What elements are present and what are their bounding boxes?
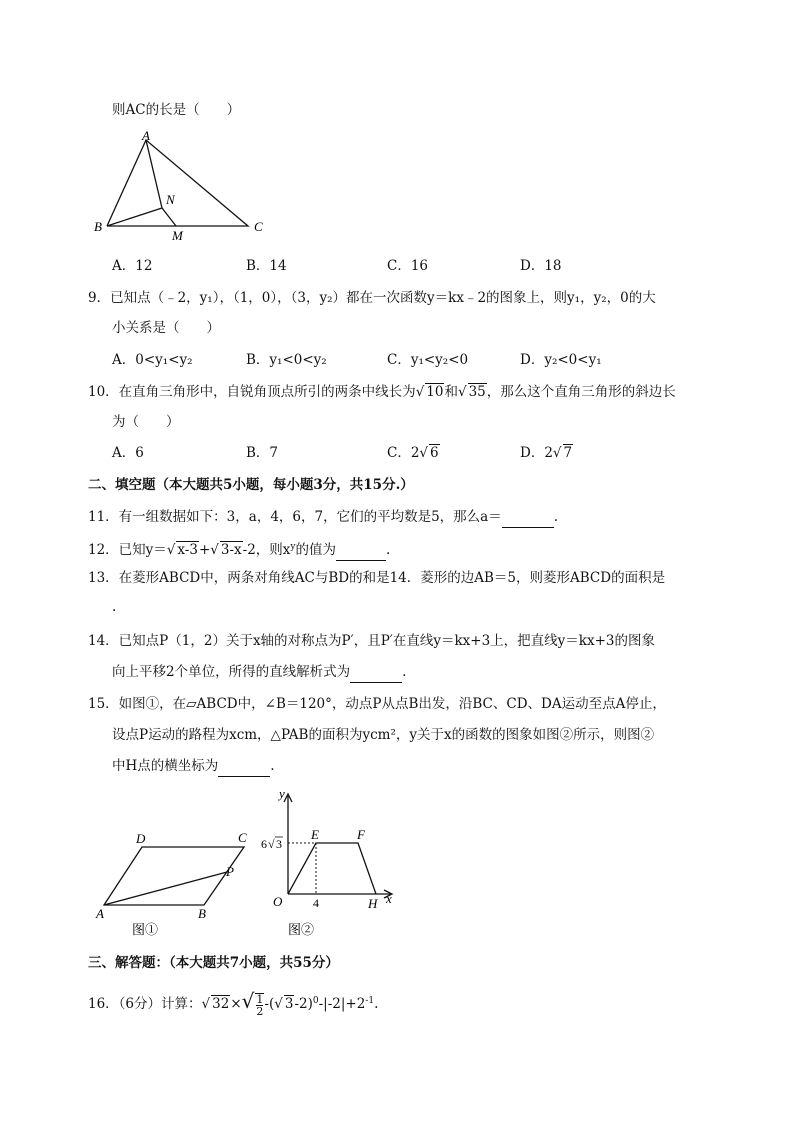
q10-radicand-2: 35 — [468, 384, 486, 400]
q16-radicand-3: 3 — [284, 996, 294, 1012]
q12-tail: -2，则x — [242, 542, 291, 558]
fig2-tick-4: 4 — [313, 896, 319, 910]
figure-2-graph — [258, 786, 408, 940]
sqrt-symbol: √ — [268, 837, 275, 851]
sqrt-symbol: √ — [274, 996, 283, 1012]
q10-prefix: 10．在直角三角形中，自锐角顶点所引的两条中线长为 — [88, 384, 416, 400]
q12 — [88, 537, 390, 561]
q12-radicand-2: 3-x — [220, 542, 242, 558]
fig2-ylabel-coef: 6 — [261, 837, 267, 851]
fig2-label-O: O — [273, 894, 283, 909]
fig1-label-C: C — [238, 830, 247, 845]
q8-label-M: M — [172, 228, 183, 243]
q16-abs-term: -|-2|+2 — [318, 996, 366, 1012]
q10-radicand-1: 10 — [426, 384, 444, 400]
q9-option-d: D．y₂<0<y₁ — [520, 352, 602, 368]
q16-exponent-neg1: -1 — [365, 996, 375, 1006]
q10-option-b: B．7 — [246, 445, 279, 461]
fig2-label-x: x — [386, 891, 392, 906]
sqrt-symbol: √ — [552, 445, 562, 461]
section-2-heading: 二、填空题（本大题共5小题，每小题3分，共15分.） — [88, 477, 414, 493]
q10-option-d — [520, 443, 573, 463]
q14-line2-text: 向上平移2个单位，所得的直线解析式为 — [112, 664, 351, 680]
q9-option-c: C．y₁<y₂<0 — [387, 352, 469, 368]
fig2-caption: 图② — [288, 922, 315, 937]
q11-end: . — [553, 509, 559, 525]
q10-line1 — [88, 382, 676, 402]
q8-label-N: N — [166, 192, 175, 207]
fig2-label-H: H — [368, 896, 378, 911]
q15-line3-text: 中H点的横坐标为 — [112, 758, 219, 774]
sqrt-symbol: √ — [210, 542, 219, 558]
q11 — [88, 507, 558, 528]
q8-option-d: D．18 — [520, 258, 562, 274]
q8-tail: 则AC的长是（ ） — [112, 102, 241, 118]
sqrt-symbol: √ — [166, 542, 176, 558]
sqrt-symbol: √ — [419, 445, 429, 461]
q10-suffix: ，那么这个直角三角形的斜边长 — [486, 384, 676, 400]
sqrt-symbol: √ — [241, 989, 255, 1013]
fig2-label-y: y — [279, 786, 285, 801]
answer-blank — [336, 540, 386, 561]
q16-times: × — [230, 996, 242, 1012]
q14-end: . — [402, 664, 407, 680]
q14-line1: 14．已知点P（1，2）关于x轴的对称点为P′，且P′在直线y＝kx+3上，把直线y＝kx+3的图象 — [88, 633, 655, 649]
sqrt-symbol: √ — [457, 384, 467, 400]
q10-option-c — [387, 443, 440, 463]
q11-text: 11．有一组数据如下：3，a，4，6，7，它们的平均数是5，那么a＝ — [88, 509, 502, 525]
answer-blank — [502, 507, 554, 528]
q16-fraction-denominator: 2 — [256, 1004, 264, 1018]
fig1-label-A: A — [96, 906, 104, 921]
answer-blank — [350, 662, 402, 683]
q9-option-b: B．y₁<0<y₂ — [246, 352, 327, 368]
figure-1-parallelogram — [92, 822, 262, 940]
fig1-label-B: B — [198, 906, 206, 921]
fig2-ylabel-rad: 3 — [276, 837, 282, 851]
fig1-caption: 图① — [132, 922, 159, 937]
fig2-label-E: E — [311, 827, 319, 842]
q8-triangle-figure — [90, 128, 280, 243]
q15-line2: 设点P运动的路程为xcm，△PAB的面积为ycm²，y关于x的函数的图象如图②所示，则图② — [112, 727, 655, 743]
q10-option-d-label: D．2 — [520, 445, 553, 461]
fig1-label-D: D — [136, 831, 146, 846]
q12-prefix: 12．已知y＝ — [88, 542, 167, 558]
q13-line1: 13．在菱形ABCD中，两条对角线AC与BD的和是14．菱形的边AB＝5，则菱形ABCD的面积是 — [88, 570, 666, 586]
q16-minus-open: -( — [264, 996, 275, 1012]
fig1-label-P: P — [226, 864, 234, 879]
sqrt-symbol: √ — [201, 996, 211, 1012]
q12-exponent: y — [290, 542, 296, 552]
section-3-heading: 三、解答题：（本大题共7小题，共55分） — [88, 955, 339, 971]
q14-line2 — [112, 662, 406, 683]
answer-blank — [218, 756, 270, 777]
q8-option-a: A．12 — [112, 258, 153, 274]
q10-mid: 和 — [444, 384, 458, 400]
q12-plus: + — [198, 542, 211, 558]
q16-end: . — [374, 996, 379, 1012]
q8-option-b: B．14 — [246, 258, 287, 274]
q10-option-c-label: C．2 — [387, 445, 420, 461]
q9-option-a: A．0<y₁<y₂ — [112, 352, 193, 368]
q12-radicand-1: x-3 — [177, 542, 198, 558]
q10-line2: 为（ ） — [112, 414, 180, 430]
q15-line3 — [112, 756, 275, 777]
q10-option-c-radicand: 6 — [430, 445, 439, 461]
q15-line1: 15．如图①，在▱ABCD中，∠B＝120°，动点P从点B出发，沿BC、CD、DA运动至点A停止， — [88, 696, 666, 712]
q16-fraction-numerator: 1 — [256, 992, 264, 1006]
q9-line2: 小关系是（ ） — [112, 320, 220, 336]
q16 — [88, 988, 378, 1017]
q8-label-C: C — [254, 219, 263, 234]
fig2-label-F: F — [357, 827, 365, 842]
q16-prefix: 16．（6分）计算： — [88, 996, 202, 1012]
q8-label-B: B — [94, 219, 102, 234]
sqrt-symbol: √ — [415, 384, 425, 400]
q13-line2: . — [112, 599, 117, 615]
q16-minus-two-close: -2) — [294, 996, 313, 1012]
q10-option-d-radicand: 7 — [563, 445, 573, 461]
q8-label-A: A — [142, 128, 150, 143]
q8-option-c: C．16 — [387, 258, 429, 274]
q12-end: . — [386, 542, 391, 558]
q10-option-a: A．6 — [112, 445, 144, 461]
q15-end: . — [270, 758, 275, 774]
q16-exponent-0: 0 — [312, 996, 319, 1006]
q12-tail2: 的值为 — [295, 542, 336, 558]
q9-line1: 9．已知点（﹣2，y₁），（1，0），（3，y₂）都在一次函数y＝kx﹣2的图象上，则y₁，y₂，0的大 — [88, 290, 656, 306]
q16-radicand-32: 32 — [212, 996, 230, 1012]
